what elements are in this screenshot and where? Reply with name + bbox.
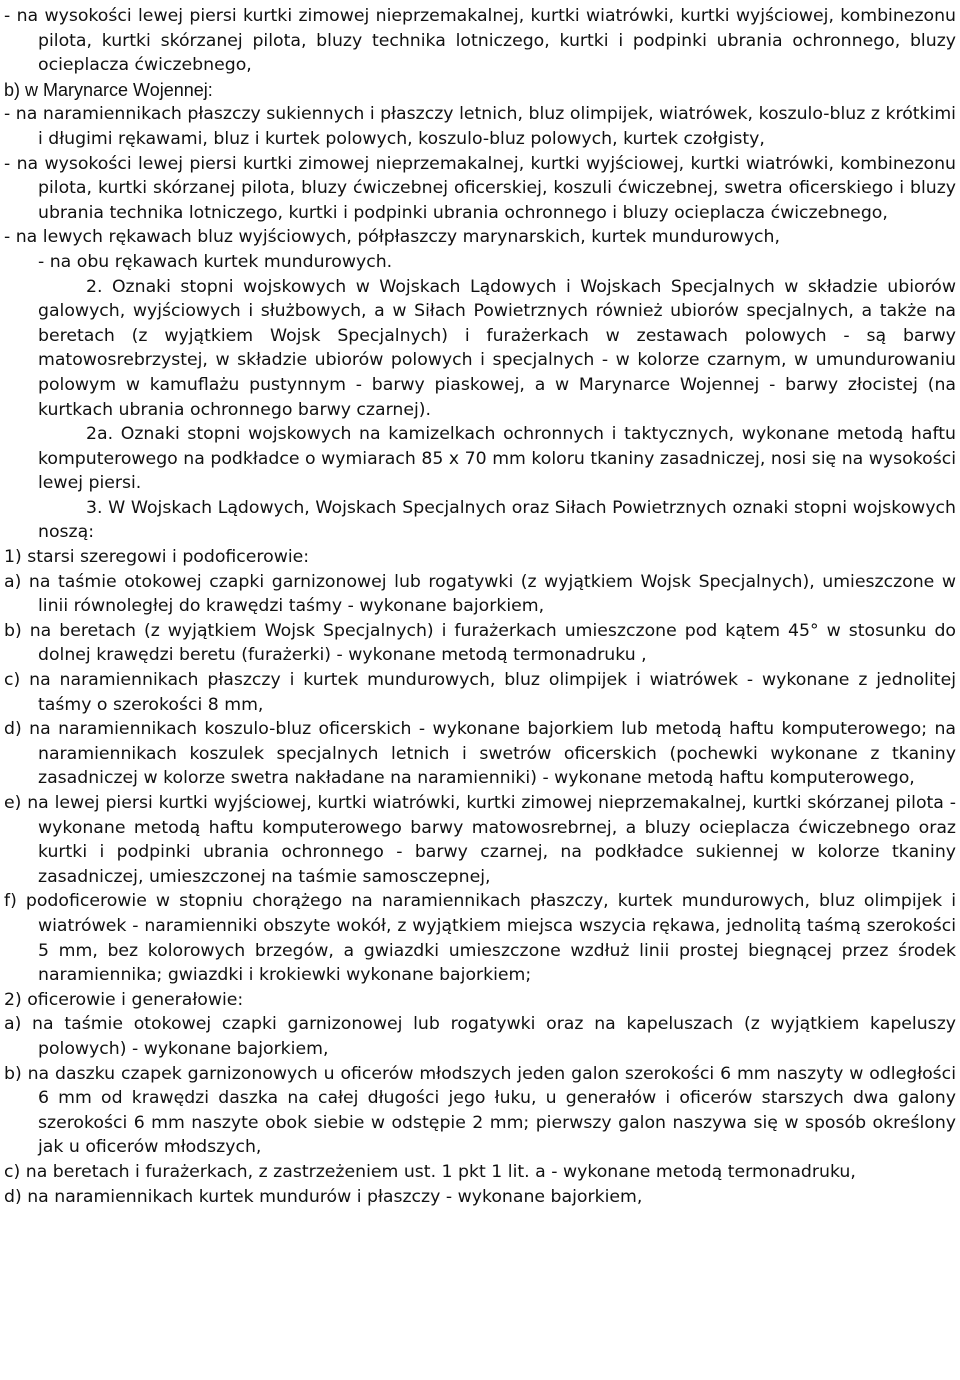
paragraph-3-land-forces: 3. W Wojskach Lądowych, Wojskach Specjalnych oraz Siłach Powietrznych oznaki stopni wojskowych noszą: (38, 497, 956, 543)
list-item-c-shoulder-straps: c) na naramiennikach płaszczy i kurtek mundurowych, bluz olimpijek i wiatrówek - wykonane z jednolitej taśmy o szerokości 8 mm, (4, 670, 956, 715)
list-item-d-shirt-shoulder-straps: d) na naramiennikach koszulo-bluz oficerskich - wykonane bajorkiem lub metodą haftu komputerowego; na naramiennikach koszulek specjalnych letnich i swetrów oficerskich (pochewki wykonane z tkaniny zasadniczej w kolorze swetra nakładane na naramienniki) - wykonane metodą haftu komputerowego, (4, 719, 956, 789)
list-item-f-warrant-officers: f) podoficerowie w stopniu chorążego na naramiennikach płaszczy, kurtek mundurowych, bluz olimpijek i wiatrówek - naramienniki obszyte wokół, z wyjątkiem miejsca wszycia rękawa, jednolitą taśmą szerokości 5 mm, bez kolorowych brzegów, a gwiazdki umieszczone wzdłuż linii prostej biegnącej przez środek naramiennika; gwiazdki i krokiewki wykonane bajorkiem; (4, 891, 956, 986)
list-item-a-cap-band: a) na taśmie otokowej czapki garnizonowej lub rogatywki (z wyjątkiem Wojsk Specjalnych), umieszczone w linii równoległej do krawędzi taśmy - wykonane bajorkiem, (4, 571, 956, 617)
list-item-b-berets: b) na beretach (z wyjątkiem Wojsk Specjalnych) i furażerkach umieszczone pod kątem 45° w stosunku do dolnej krawędzi beretu (furażerki) - wykonane metodą termonadruku , (4, 620, 956, 666)
paragraph-2-rank-colors: 2. Oznaki stopni wojskowych w Wojskach Lądowych i Wojskach Specjalnych w składzie ubiorów galowych, wyjściowych i służbowych, a w Siłach Powietrznych również ubiorów specjalnych, a także na beretach (z wyjątkiem Wojsk Specjalnych) i furażerkach w zestawach polowych - są barwy matowosrebrzystej, w składzie ubiorów polowych i specjalnych - w kolorze czarnym, w umundurowaniu polowym w kamuflażu pustynnym - barwy piaskowej, a w Marynarce Wojennej - barwy złocistej (na kurtkach ubrania ochronnego barwy czarnej). (38, 276, 956, 420)
list-item-b-cap-visor: b) na daszku czapek garnizonowych u oficerów młodszych jeden galon szerokości 6 mm naszyty w odległości 6 mm od krawędzi daszka na całej długości jego łuku, u generałów i oficerów starszych dwa galony szerokości 6 mm naszyte obok siebie w odstępie 2 mm; pierwszy galon naszywa się w sposób określony jak u oficerów młodszych, (4, 1063, 956, 1158)
list-item-e-left-chest: e) na lewej piersi kurtki wyjściowej, kurtki wiatrówki, kurtki zimowej nieprzemakalnej, kurtki skórzanej pilota - wykonane metodą haftu komputerowego barwy matowosrebrnej, a bluzy ocieplacza ćwiczebnego oraz kurtki i podpinki ubrania ochronnego - barwy czarnej, na podkładce sukiennej w kolorze tkaniny zasadniczej, umieszczonej na taśmie samosczepnej, (4, 793, 956, 887)
paragraph-both-sleeves: - na obu rękawach kurtek mundurowych. (38, 251, 393, 272)
list-item-c-berets-officers: c) na beretach i furażerkach, z zastrzeżeniem ust. 1 pkt 1 lit. a - wykonane metodą termonadruku, (4, 1161, 856, 1182)
paragraph-navy-chest: - na wysokości lewej piersi kurtki zimowej nieprzemakalnej, kurtki wyjściowej, kurtki wiatrówki, kombinezonu pilota, kurtki skórzanej pilota, bluzy ćwiczebnej oficerskiej, koszuli ćwiczebnej, swetra oficerskiego i bluzy ubrania technika lotniczego, kurtki i podpinki ubrania ochronnego i bluzy ocieplacza ćwiczebnego, (4, 153, 956, 223)
list-item-2-officers-generals: 2) oficerowie i generałowie: (4, 989, 244, 1010)
list-item-1-nco: 1) starsi szeregowi i podoficerowie: (4, 547, 310, 568)
paragraph-2a-vests: 2a. Oznaki stopni wojskowych na kamizelkach ochronnych i taktycznych, wykonane metodą haftu komputerowego na podkładce o wymiarach 85 x 70 mm koloru tkaniny zasadniczej, nosi się na wysokości lewej piersi. (38, 424, 956, 494)
list-item-a-cap-band-officers: a) na taśmie otokowej czapki garnizonowej lub rogatywki oraz na kapeluszach (z wyjątkiem kapeluszy polowych) - wykonane bajorkiem, (4, 1014, 956, 1059)
paragraph-winter-jacket-chest: - na wysokości lewej piersi kurtki zimowej nieprzemakalnej, kurtki wiatrówki, kurtki wyjściowej, kombinezonu pilota, kurtki skórzanej pilota, bluzy technika lotniczego, kurtki i podpinki ubrania ochronnego, bluzy ocieplacza ćwiczebnego, (4, 6, 956, 76)
list-item-d-uniform-shoulder-straps: d) na naramiennikach kurtek mundurów i płaszczy - wykonane bajorkiem, (4, 1186, 643, 1207)
paragraph-left-sleeves: - na lewych rękawach bluz wyjściowych, półpłaszczy marynarskich, kurtek mundurowych, (4, 227, 780, 248)
paragraph-navy-shoulder-straps: - na naramiennikach płaszczy sukiennych i płaszczy letnich, bluz olimpijek, wiatrówek, koszulo-bluz z krótkimi i długimi rękawami, bluz i kurtek polowych, koszulo-bluz polowych, kurtek czołgisty, (4, 104, 956, 149)
section-navy-heading: b) w Marynarce Wojennej: (4, 79, 213, 100)
